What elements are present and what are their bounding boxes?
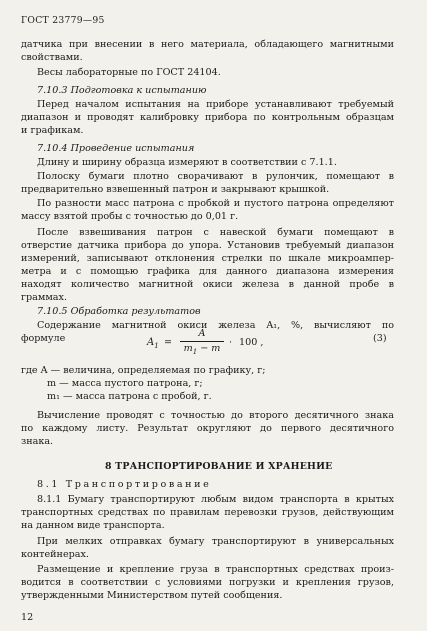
text-line: отверстие датчика прибора до упора. Установив требуемый диапазон — [21, 240, 394, 251]
text-line: метра и с помощью графика для данного диапазона измерения — [21, 266, 394, 277]
formula-denominator: $m_1 - m$ — [183, 343, 221, 356]
text-line: знака. — [21, 436, 54, 447]
text-line: массу взятой пробы с точностью до 0,01 г. — [21, 211, 239, 222]
text-line: формуле — [21, 333, 66, 344]
text-line: Содержание магнитной окиси железа A₁, %, вычисляют по — [37, 320, 394, 331]
text-line: После взвешивания патрон с навеской бумаги помещают в — [37, 227, 394, 238]
text-line: По разности масс патрона с пробкой и пустого патрона определяют — [37, 198, 394, 209]
text-line: 8.1.1 Бумагу транспортируют любым видом транспорта в крытых — [37, 494, 394, 505]
formula-lhs: $A_1$ — [147, 337, 159, 350]
section-heading: 7.10.5 Обработка результатов — [37, 306, 201, 317]
text-line: Весы лабораторные по ГОСТ 24104. — [37, 67, 221, 78]
text-line: Вычисление проводят с точностью до второго десятичного знака — [37, 410, 394, 421]
section-heading: 7.10.4 Проведение испытания — [37, 143, 195, 154]
subsection-heading: 8.1 Транспортирование — [37, 479, 212, 490]
text-line: свойствами. — [21, 52, 83, 63]
text-line: При мелких отправках бумагу транспортируют в универсальных — [37, 536, 394, 547]
text-line: предварительно взвешенный патрон и закрывают крышкой. — [21, 184, 330, 195]
text-line: транспортных средствах по правилам перевозки грузов, действующим — [21, 507, 394, 518]
text-line: по каждому листу. Результат округляют до первого десятичного — [21, 423, 394, 434]
text-line: Длину и ширину образца измеряют в соответствии с 7.1.1. — [37, 157, 337, 168]
text-line: граммах. — [21, 292, 67, 303]
chapter-heading: 8 ТРАНСПОРТИРОВАНИЕ И ХРАНЕНИЕ — [105, 461, 333, 472]
fraction-bar — [180, 341, 224, 342]
legend-line: m — масса пустого патрона, г; — [47, 378, 203, 389]
formula-3 — [0, 326, 427, 362]
formula-numerator: A — [198, 328, 206, 339]
formula-equals: = — [164, 337, 173, 348]
text-line: утвержденными Министерством путей сообщения. — [21, 590, 283, 601]
document-header: ГОСТ 23779—95 — [21, 15, 105, 26]
legend-line: m₁ — масса патрона с пробой, г. — [47, 391, 212, 402]
text-line: Размещение и крепление груза в транспортных средствах произ- — [37, 564, 394, 575]
text-line: на данном виде транспорта. — [21, 520, 165, 531]
section-heading: 7.10.3 Подготовка к испытанию — [37, 85, 207, 96]
text-line: контейнерах. — [21, 549, 89, 560]
formula-multiply: · — [229, 337, 233, 348]
text-line: Перед началом испытания на приборе устанавливают требуемый — [37, 99, 394, 110]
text-line: Полоску бумаги плотно сворачивают в рулончик, помещают в — [37, 171, 394, 182]
text-line: водится в соответствии с условиями погрузки и крепления грузов, — [21, 577, 394, 588]
text-line: и графикам. — [21, 125, 84, 136]
text-line: датчика при внесении в него материала, обладающего магнитными — [21, 39, 394, 50]
page-number: 12 — [21, 612, 34, 623]
formula-number: (3) — [373, 333, 387, 344]
text-line: измерений, записывают отклонения стрелки по шкале микроампер- — [21, 253, 394, 264]
text-line: диапазон и проводят калибровку прибора по контрольным образцам — [21, 112, 394, 123]
text-line: находят количество магнитной окиси железа в данной пробе в — [21, 279, 394, 290]
formula-value: 100 , — [239, 337, 264, 348]
legend-line: где A — величина, определяемая по графику, г; — [21, 365, 266, 376]
formula-fraction — [180, 328, 224, 355]
